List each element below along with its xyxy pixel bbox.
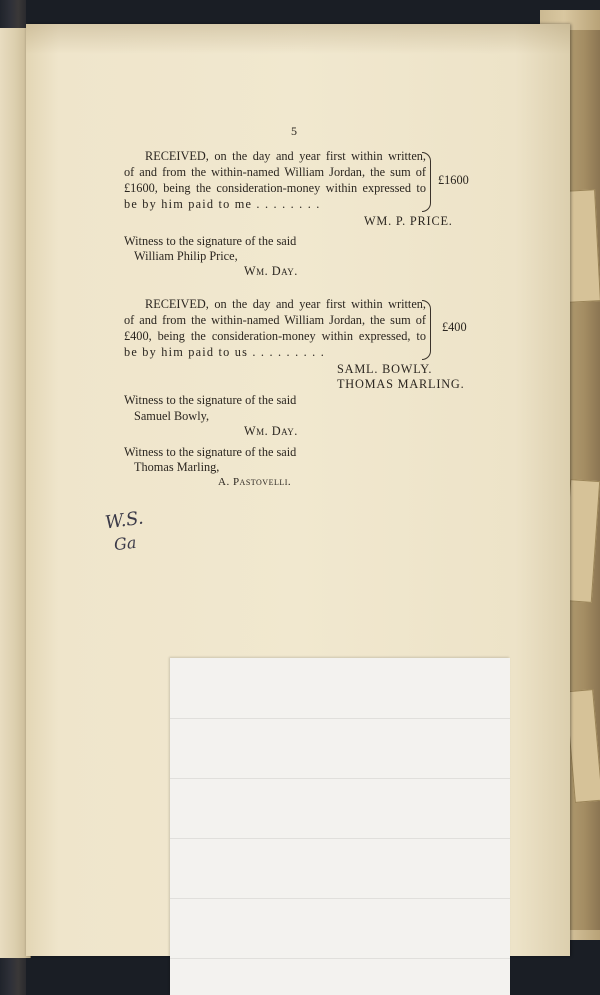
receipt2-line-3: £400, being the consideration-money within expressed, to — [124, 329, 426, 343]
receipt2-line-4: be by him paid to us . . . . . . . . . — [124, 345, 326, 359]
witness3-line-2: Thomas Marling, — [134, 460, 220, 474]
receipt2-line-2: of and from the within-named William Jordan, the sum of — [124, 313, 426, 327]
witness1-signer: Wm. Day. — [244, 264, 298, 278]
witness2-signer: Wm. Day. — [244, 424, 298, 438]
sheet-rule-line — [170, 958, 510, 959]
bracket-1 — [422, 152, 431, 212]
receipt1-signature: WM. P. PRICE. — [364, 214, 453, 228]
receipt1-line-4: be by him paid to me . . . . . . . . — [124, 197, 321, 211]
receipt2-line-1: RECEIVED, on the day and year first within written, — [145, 297, 426, 311]
handwritten-note-1: W.S. — [103, 507, 145, 534]
receipt1-amount: £1600 — [438, 173, 469, 187]
sheet-rule-line — [170, 898, 510, 899]
witness1-line-2: William Philip Price, — [134, 249, 238, 263]
receipt2-amount: £400 — [442, 320, 467, 334]
sheet-rule-line — [170, 838, 510, 839]
witness2-line-2: Samuel Bowly, — [134, 409, 210, 423]
handwritten-note-2: Ga — [113, 532, 138, 555]
receipt2-signature-2: THOMAS MARLING. — [337, 377, 465, 391]
page-top-shading — [26, 24, 570, 54]
bracket-2 — [422, 300, 431, 360]
witness3-signer: A. Pastovelli. — [218, 476, 292, 488]
page-number: 5 — [291, 124, 297, 138]
witness2-line-1: Witness to the signature of the said — [124, 393, 297, 407]
receipt2-signature-1: SAML. BOWLY. — [337, 362, 433, 376]
inserted-paper-sheet — [170, 658, 510, 995]
witness3-line-1: Witness to the signature of the said — [124, 445, 297, 459]
receipt1-line-2: of and from the within-named William Jordan, the sum of — [124, 165, 426, 179]
sheet-rule-line — [170, 718, 510, 719]
sheet-rule-line — [170, 778, 510, 779]
receipt1-line-3: £1600, being the consideration-money within expressed to — [124, 181, 426, 195]
witness1-line-1: Witness to the signature of the said — [124, 234, 297, 248]
receipt1-line-1: RECEIVED, on the day and year first within written, — [145, 149, 426, 163]
